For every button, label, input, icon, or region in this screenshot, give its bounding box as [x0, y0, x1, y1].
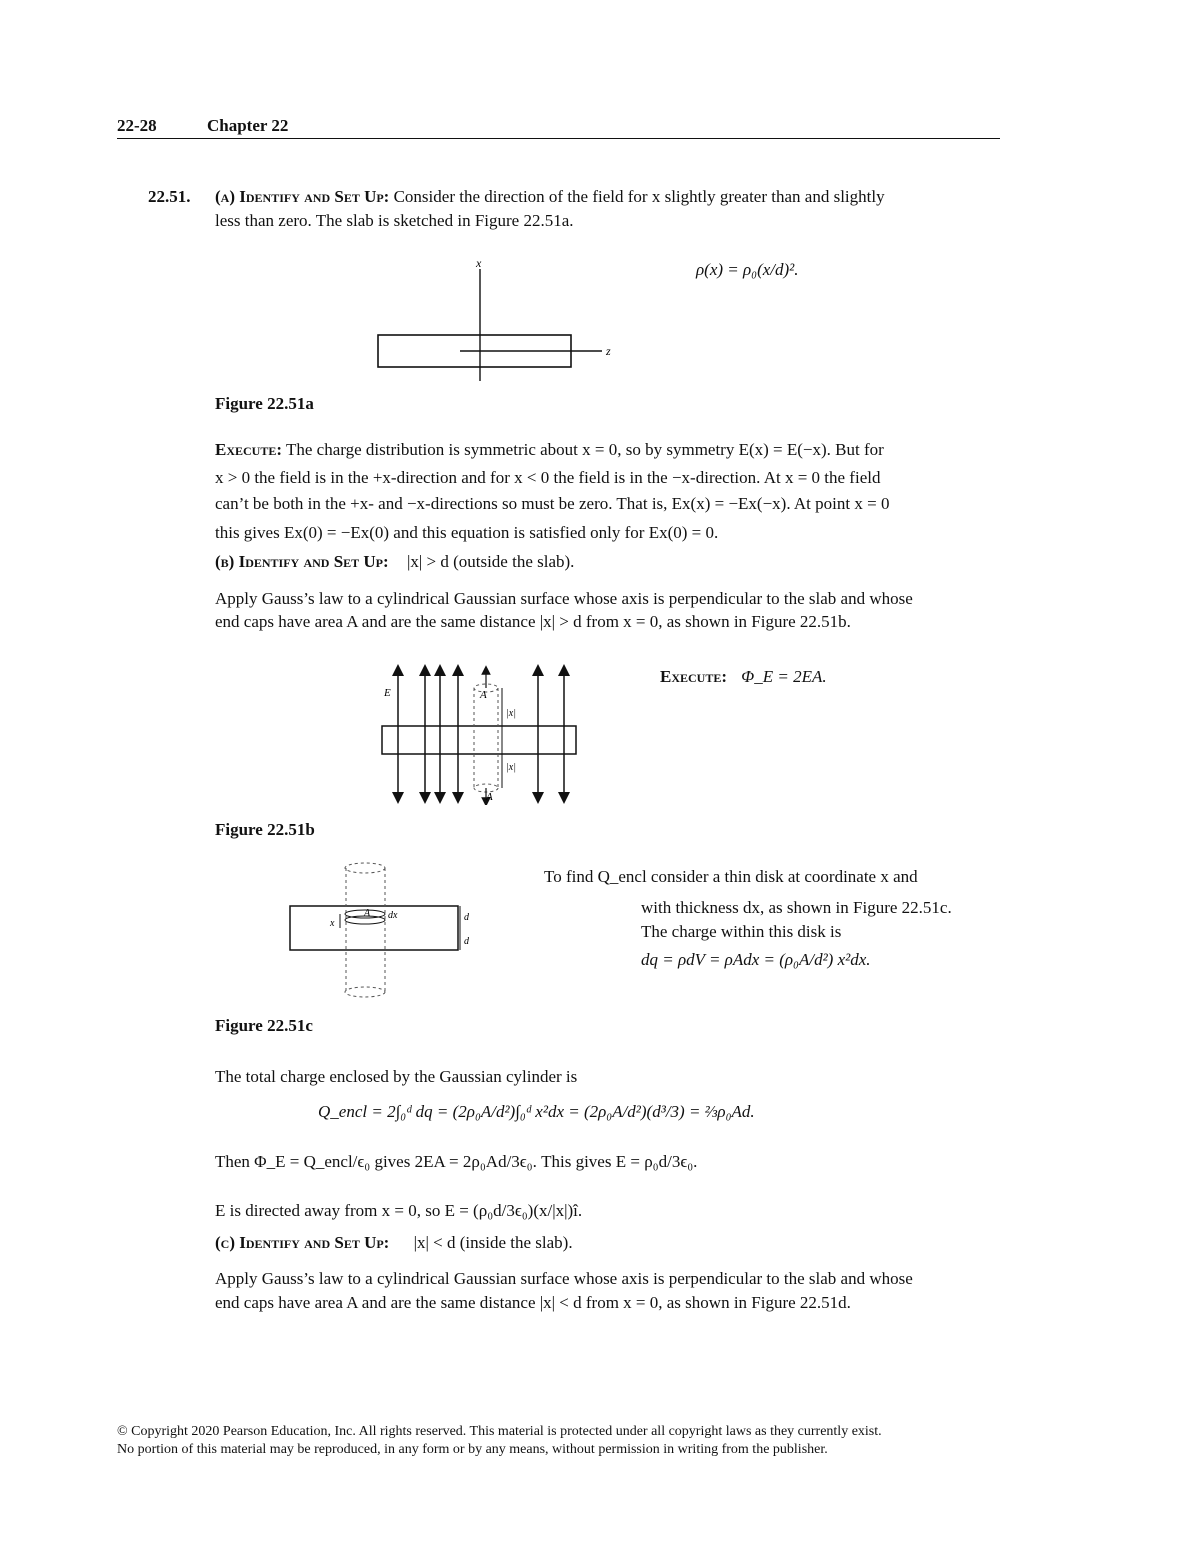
fig-c-d-top-label: d	[464, 912, 469, 923]
figure-c-label: Figure 22.51c	[215, 1016, 313, 1035]
fig-a-x-label: x	[476, 256, 482, 270]
copyright-line-1: © Copyright 2020 Pearson Education, Inc. All rights reserved. This material is protected under all copyright laws as they currently exist.	[117, 1424, 882, 1439]
part-c-condition: |x| < d (inside the slab).	[413, 1233, 573, 1252]
total-charge-equation: Q_encl = 2∫₀ᵈ dq = (2ρ₀A/d²)∫₀ᵈ x²dx = (2ρ₀A/d²)(d³/3) = ⅔ρ₀Ad.	[318, 1102, 755, 1121]
part-c-head: (c) Identify and Set Up:	[215, 1233, 390, 1252]
fig-b-A-bottom-label: A	[486, 791, 493, 803]
find-q-line-1: To find Q_encl consider a thin disk at coordinate x and	[544, 867, 918, 886]
part-a-intro-2: less than zero. The slab is sketched in Figure 22.51a.	[215, 211, 574, 230]
part-a-head: (a) Identify and Set Up:	[215, 187, 390, 206]
find-q-line-2: with thickness dx, as shown in Figure 22.51c.	[641, 898, 952, 917]
execute-a-line-4: this gives Ex(0) = −Ex(0) and this equation is satisfied only for Ex(0) = 0.	[215, 523, 719, 542]
part-a-heading	[215, 185, 885, 209]
fig-b-x-top-label: |x|	[506, 708, 516, 719]
part-c-line-2: end caps have area A and are the same distance |x| < d from x = 0, as shown in Figure 22.51d.	[215, 1293, 851, 1312]
fig-c-x-label: x	[330, 918, 335, 929]
execute-a-line-3: can’t be both in the +x- and −x-directions so must be zero. That is, Ex(x) = −Ex(−x). At point x = 0	[215, 494, 890, 513]
fig-c-A-label: A	[364, 908, 371, 919]
page-header	[117, 116, 1000, 139]
fig-a-z-label: z	[606, 344, 611, 358]
execute-b-head: Execute:	[660, 667, 728, 686]
fig-c-dx-label: dx	[388, 910, 398, 921]
part-c-heading	[215, 1231, 573, 1255]
find-q-line-3: The charge within this disk is	[641, 922, 842, 941]
fig-b-A-top-label: A	[480, 689, 487, 701]
execute-b-formula: Φ_E = 2EA.	[741, 667, 827, 686]
execute-a-text-1: The charge distribution is symmetric about x = 0, so by symmetry E(x) = E(−x). But for	[285, 440, 884, 459]
fig-c-gaussian-cylinder	[345, 863, 385, 997]
fig-b-E-label: E	[384, 687, 391, 699]
execute-a-line-1	[215, 438, 884, 462]
execute-a-line-2: x > 0 the field is in the +x-direction and for x < 0 the field is in the −x-direction. At x = 0 the field	[215, 468, 881, 487]
figure-22-51a	[370, 255, 630, 385]
problem-number: 22.51.	[148, 187, 191, 206]
total-charge-intro: The total charge enclosed by the Gaussian cylinder is	[215, 1067, 578, 1086]
fig-b-slab	[382, 726, 576, 754]
fig-b-x-bottom-label: |x|	[506, 762, 516, 773]
find-q-line-4: dq = ρdV = ρAdx = (ρ₀A/d²) x²dx.	[641, 950, 871, 969]
part-c-line-1: Apply Gauss’s law to a cylindrical Gaussian surface whose axis is perpendicular to the slab and whose	[215, 1269, 913, 1288]
fig-c-d-bottom-label: d	[464, 936, 469, 947]
part-b-line-1: Apply Gauss’s law to a cylindrical Gaussian surface whose axis is perpendicular to the slab and whose	[215, 589, 913, 608]
part-b-head: (b) Identify and Set Up:	[215, 552, 389, 571]
page-number: 22-28	[117, 116, 157, 135]
figure-a-label: Figure 22.51a	[215, 394, 314, 413]
then-line: Then Φ_E = Q_encl/ϵ₀ gives 2EA = 2ρ₀Ad/3ϵ₀. This gives E = ρ₀d/3ϵ₀.	[215, 1152, 698, 1171]
execute-b-line	[660, 665, 827, 689]
part-b-line-2: end caps have area A and are the same distance |x| > d from x = 0, as shown in Figure 22.51b.	[215, 612, 851, 631]
rho-formula: ρ(x) = ρ₀(x/d)².	[696, 260, 799, 279]
figure-b-label: Figure 22.51b	[215, 820, 315, 839]
part-b-heading	[215, 550, 574, 574]
copyright-line-2: No portion of this material may be reproduced, in any form or by any means, without permission in writing from the publisher.	[117, 1442, 828, 1457]
figure-22-51c	[280, 858, 480, 1003]
execute-a-head: Execute:	[215, 440, 283, 459]
part-b-condition: |x| > d (outside the slab).	[406, 552, 575, 571]
figure-22-51b	[370, 660, 590, 805]
part-a-intro-1: Consider the direction of the field for x slightly greater than and slightly	[393, 187, 885, 206]
fig-c-slab	[290, 906, 458, 950]
direction-line: E is directed away from x = 0, so E = (ρ₀d/3ϵ₀)(x/|x|)î.	[215, 1201, 583, 1220]
chapter-title: Chapter 22	[207, 116, 289, 135]
